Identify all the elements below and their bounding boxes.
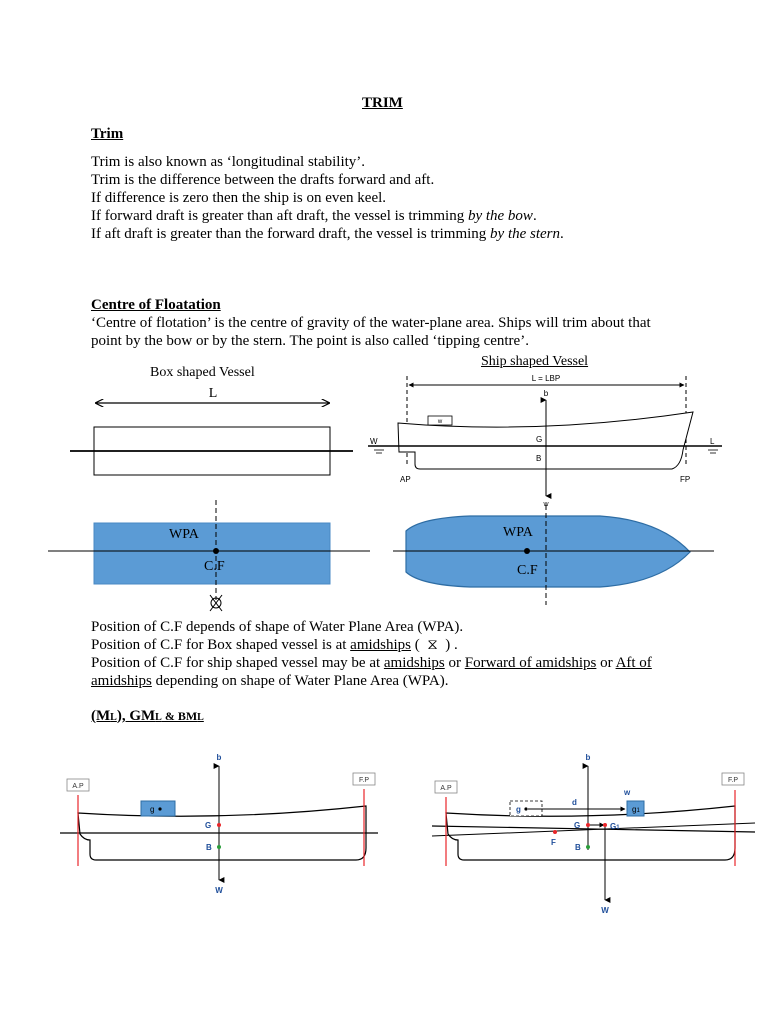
- bow-suffix: .: [532, 208, 537, 224]
- box-wpa-label: WPA: [169, 527, 199, 542]
- ship-wpa-label: WPA: [503, 525, 533, 540]
- or-1: or: [444, 655, 465, 671]
- ship-b-top-label: b: [543, 389, 549, 398]
- stern-emph: by the stern: [490, 226, 561, 242]
- left-B-label: B: [206, 843, 212, 852]
- left-ap-label: A.P: [72, 783, 84, 790]
- ship-cf-label: C.F: [517, 563, 538, 578]
- box-vessel-title: Box shaped Vessel: [150, 365, 255, 380]
- ship-lbp-label: L = LBP: [531, 374, 561, 383]
- right-b-top-label: b: [585, 753, 591, 762]
- right-G-label: G: [574, 821, 581, 830]
- paren-open: (: [411, 637, 424, 653]
- left-B-dot: [217, 845, 221, 849]
- amidships-symbol-icon: ⧖: [427, 637, 438, 653]
- ship-g-label: G: [536, 435, 543, 444]
- trim-line-2: Trim is the difference between the drafts forward and aft.: [91, 172, 435, 188]
- amidships-term-2: amidships: [383, 655, 445, 671]
- right-B-dot: [586, 845, 590, 849]
- ship-ap-label: AP: [400, 475, 411, 484]
- right-G-dot: [586, 823, 590, 827]
- right-G1-label: G1: [610, 822, 620, 831]
- paren-close: ) .: [441, 637, 458, 653]
- right-G1-dot: [603, 823, 607, 827]
- cof-heading: Centre of Floatation: [91, 297, 221, 313]
- ship-l-right-label: L: [710, 437, 715, 446]
- left-fp-label: F.P: [358, 777, 370, 784]
- left-g-label: g: [150, 805, 155, 814]
- right-g1-label: g1: [632, 805, 640, 814]
- ship-w-left-label: W: [370, 437, 378, 446]
- left-G-dot: [217, 823, 221, 827]
- right-ship-hull: [446, 806, 735, 860]
- amidships-term: amidships: [350, 637, 412, 653]
- trim-line-1: Trim is also known as ‘longitudinal stability’.: [91, 154, 366, 170]
- ship-weight-label: w: [437, 419, 443, 425]
- left-G-label: G: [205, 821, 212, 830]
- ship-b-label: B: [536, 454, 542, 463]
- right-B-label: B: [575, 843, 581, 852]
- right-ap-label: A.P: [440, 785, 452, 792]
- position-line-4-rest: depending on shape of Water Plane Area (WPA).: [151, 673, 449, 689]
- stern-prefix: If aft draft is greater than the forward draft, the vessel is trimming: [91, 226, 491, 242]
- ml-p3: & BM: [161, 709, 198, 723]
- ship-w-bottom-label: w: [543, 501, 549, 508]
- right-g-label: g: [516, 805, 521, 814]
- right-d-label: d: [572, 798, 577, 807]
- cof-line-2: point by the bow or by the stern. The point is also called ‘tipping centre’.: [91, 333, 529, 349]
- ml-s1: L: [110, 712, 117, 723]
- aft-term: Aft of: [615, 655, 652, 671]
- trim-line-3: If difference is zero then the ship is on even keel.: [91, 190, 387, 206]
- stern-suffix: .: [560, 226, 564, 242]
- ship-vessel-title: Ship shaped Vessel: [481, 354, 589, 369]
- cof-line-1: ‘Centre of flotation’ is the centre of gravity of the water-plane area. Ships will trim about that: [91, 315, 651, 331]
- box-length-label: L: [208, 386, 218, 401]
- page-title: TRIM: [362, 95, 403, 111]
- ml-p2: ), GM: [116, 708, 156, 724]
- ml-s2: L: [155, 712, 162, 723]
- right-W-label: W: [601, 906, 609, 915]
- left-W-label: W: [215, 886, 223, 895]
- trim-heading: Trim: [91, 126, 124, 142]
- bow-emph: by the bow: [467, 208, 533, 224]
- left-b-top-label: b: [216, 753, 222, 762]
- right-F-dot: [553, 830, 557, 834]
- right-w-label: w: [624, 788, 631, 797]
- position-line-1: Position of C.F depends of shape of Water Plane Area (WPA).: [91, 619, 464, 635]
- right-F-label: F: [551, 838, 556, 847]
- bow-prefix: If forward draft is greater than aft draft, the vessel is trimming: [91, 208, 468, 224]
- left-g-box: [141, 801, 175, 816]
- box-cf-label: C.F: [204, 559, 225, 574]
- ml-p1: (M: [91, 708, 111, 724]
- amidships-term-3: amidships: [91, 673, 152, 689]
- or-2: or: [596, 655, 616, 671]
- position-line-3-prefix: Position of C.F for ship shaped vessel may be at: [91, 655, 384, 671]
- position-line-2-prefix: Position of C.F for Box shaped vessel is at: [91, 637, 351, 653]
- forward-term: Forward of amidships: [464, 655, 597, 671]
- ship-fp-label: FP: [680, 475, 691, 484]
- ml-s3: L: [197, 712, 204, 723]
- right-fp-label: F.P: [727, 777, 739, 784]
